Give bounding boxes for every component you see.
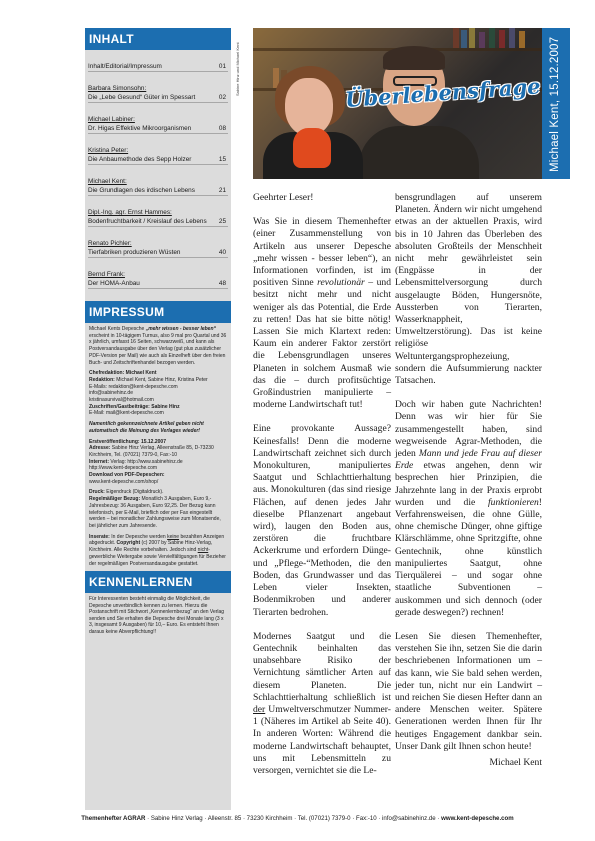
- impressum-print: Druck: Eigendruck (Digitaldruck). Regelmäßiger Bezug: Monatlich 3 Ausgaben, Euro 9,- Jahresbezug: 36 Ausgaben, Euro 92,25. Der Bezug kann telefonisch, per E-Mail, brieflich oder per Fax eingestellt werden – bei monatlicher Zahlungsweise zum Monatsende, bei jährlicher zum Jahresende.: [89, 489, 221, 529]
- toc-title: Dr. Higas Effektive Mikroorganismen: [88, 125, 192, 132]
- man-figure: [359, 126, 479, 179]
- toc-page-number: 21: [218, 187, 226, 194]
- toc-page-number: 40: [218, 249, 226, 256]
- impressum-contact: Erstveröffentlichung: 15.12.2007 Adresse: Sabine Hinz Verlag, Alleenstraße 85, D-73230 Kirchheim, Tel. (07021) 7379-0, Fax:-10 Internet: Verlag: http://www.sabinehinz.de http://www.kent-depesche.com Download von PDF-Depeschen: www.kent-depesche.com/shop/: [89, 438, 214, 485]
- paragraph-5: Doch wir haben gute Nachrichten! Denn was wir hier für Sie zusammengestellt haben, sind wegweisende Agrar-Methoden, die jeden Mann und jede Frau auf dieser Erde etwas angehen, denn wir besprechen hier Prinzipien, die Jahrzehnte lang in der Praxis erprobt wurden und die funktionieren! Verfahrensweisen, die ohne Gülle, ohne chemische Dünger, ohne giftige Klärschlämme, ohne Spritzgifte, ohne Gentechnik, ohne künstlich manipuliertes Saatgut, ohne Tierquälerei – und sogar ohne staatliche Subventionen – auskommen und sich dennoch (oder gerade deswegen?) rechnen!: [395, 399, 542, 618]
- photo-credit: Sabine Hinz und Michael Kent: [235, 42, 240, 96]
- toc-author: Renato Pichler:: [88, 240, 132, 247]
- toc-entry[interactable]: [88, 146, 228, 165]
- paragraph-1: Was Sie in diesem Themenhefter (einer Zusammenstellung von Artikeln aus unserer Depesche „mehr wissen - besser leben“), an Informationen vorfinden, ist im positiven Sinne revolutionär – und besitzt nicht mehr und nicht weniger als das Potential, die Erde zu retten! Das hat sie bitte nötig! Lassen Sie mich Klartext reden: Kaum ein anderer Faktor zerstört die Lebensgrundlagen unseres Planeten in solchem Ausmaß wie das die – durch profitsüchtige Großindustrien manipulierte – moderne Landwirtschaft tut!: [253, 216, 392, 411]
- toc-title: Inhalt/Editorial/Impressum: [88, 63, 162, 70]
- paragraph-4: bensgrundlagen auf unserem Planeten. Ändern wir nicht umgehend etwas an der aktuellen Praxis, wird bis in 10 Jahren das Überleben des absoluten Großteils der Menschheit nicht mehr gewährleistet sein (Engpässe in der Lebensmittelversorgung durch ausgelaugte Böden, Hungersnöte, Aussterben von Tierarten, Wasserknappheit, Umweltzerstörung). Das ist keine religiöse Weltuntergangsprophezeiung, sondern die Aufsummierung nackter Tatsachen.: [395, 192, 542, 387]
- impressum-heading: IMPRESSUM: [85, 301, 231, 323]
- article-column-2: [395, 192, 542, 781]
- page-footer: [0, 815, 595, 822]
- toc-title: Die Grundlagen des irdischen Lebens: [88, 187, 195, 194]
- impressum-body: [85, 323, 231, 567]
- toc-page-number: 02: [218, 94, 226, 101]
- footer-details: · Sabine Hinz Verlag · Alleenstr. 85 · 73230 Kirchheim · Tel. (07021) 7379-0 · Fax:-10 · info@sabinehinz.de ·: [145, 815, 442, 822]
- mail-email[interactable]: E-Mail: mail@kent-depesche.com: [89, 410, 164, 417]
- toc-entry[interactable]: [88, 84, 228, 103]
- toc-entry[interactable]: [88, 208, 228, 227]
- impressum-intro: Michael Kents Depesche „mehr wissen - besser leben“ erscheint in 10-tägigem Turnus, also 9 mal pro Quartal und 36 x jährlich, umfasst 16 Seiten, schwarzweiß, und kann als Postversandausgabe über den Verlag (gut plus zusätzlicher PDF-Version per Mail) wie auch als Einzelheft über den freien Buch- und Zeitschriftenhandel bezogen werden.: [89, 326, 227, 366]
- verlag-link[interactable]: Verlag: http://www.sabinehinz.de: [109, 458, 183, 465]
- toc-page-number: 25: [218, 218, 226, 225]
- toc-author: Dipl.-Ing. agr. Ernst Hammes:: [88, 209, 172, 216]
- toc-author: Bernd Frank:: [88, 271, 125, 278]
- script-title: Überlebensfrage: [344, 73, 542, 112]
- toc-entry[interactable]: [88, 115, 228, 134]
- toc-title: Die Anbaumethode des Sepp Holzer: [88, 156, 192, 163]
- author-date-label: Michael Kent, 15.12.2007: [549, 36, 561, 172]
- editorial-email[interactable]: E-Mails: redaktion@kent-depesche.com: [89, 383, 178, 390]
- footer-website-link[interactable]: www.kent-depesche.com: [441, 815, 514, 822]
- download-link[interactable]: www.kent-depesche.com/shop/: [89, 478, 159, 485]
- depesche-link[interactable]: http://www.kent-depesche.com: [89, 465, 158, 472]
- paragraph-2: Eine provokante Aussage? Keinesfalls! Denn die moderne Landwirtschaft zeichnet sich durch Monokulturen, manipuliertes Saatgut und Schlachttierhaltung aus. Monokulturen (das sind riesige Flächen, auf denen jedes Jahr dieselbe Pflanzenart angebaut wird), laugen den Boden aus, zerstören die fruchtbare Ackerkrume und erfordern Dünge- und „Pflege-“Methoden, die den Boden, das Grundwasser und das Leben vieler Insekten, Bodenmikroben und anderer Tierarten bedrohen.: [253, 423, 391, 618]
- toc-author: Barbara Simonsohn:: [88, 85, 147, 92]
- toc-title: Tierfabriken produzieren Wüsten: [88, 249, 181, 256]
- signature: Michael Kent: [489, 756, 542, 768]
- toc-author: Michael Kent:: [88, 178, 127, 185]
- toc-heading: INHALT: [85, 28, 231, 50]
- toc-page-number: 08: [218, 125, 226, 132]
- footer-publication: Themenhefter AGRAR: [81, 815, 146, 822]
- kennenlernen-heading: KENNENLERNEN: [85, 571, 231, 593]
- toc-entry[interactable]: [88, 270, 228, 289]
- impressum-rights: Inserate: In der Depesche werden keine bezahlten Anzeigen abgedruckt. Copyright (c) 2007 by Sabine Hinz-Verlag, Kirchheim. Alle Rechte vorbehalten. Jedoch sind nicht-gewerbliche Weitergabe sowie Vervielfältigungen für Bezieher der regelmäßigen Postversandausgabe gestattet.: [89, 533, 226, 567]
- paragraph-6: Lesen Sie diesen Themenhefter, verstehen Sie ihn, setzen Sie die darin beschriebenen Informationen um – das kann, wie Sie bald sehen werden, jeder tun, nicht nur ein Landwirt – und reichen Sie diesen Hefter dann an andere Menschen weiter. Spätere Generationen werden Ihnen für Ihr heutiges Engagement dankbar sein. Unser Dank gilt Ihnen schon heute!: [395, 630, 542, 752]
- toc-page-number: 48: [218, 280, 226, 287]
- toc-entry[interactable]: [88, 62, 228, 72]
- kennenlernen-body: Für Interessenten besteht einmalig die Möglichkeit, die Depesche unverbindlich kennen zu lernen. Hierzu die Postanschrift mit Stichwort „Kennenlernbezug“ an den Verlag senden und Sie erhalten die Depesche drei Monate lang (3 x 3, insgesamt 9 Ausgaben) für 10,– Euro. Es entsteht Ihnen daraus keine Abverpflichtung!!: [89, 596, 225, 635]
- kristina-email[interactable]: kristinasurvival@hotmail.com: [89, 397, 154, 404]
- toc-title: Bodenfruchtbarkeit / Kreislauf des Lebens: [88, 218, 207, 225]
- toc-title: Die „Lebe Gesund“ Güter im Spessart: [88, 94, 196, 101]
- toc-page-number: 01: [218, 63, 226, 70]
- toc-author: Kristina Peter:: [88, 147, 129, 154]
- toc-page-number: 15: [218, 156, 226, 163]
- toc-entry[interactable]: [88, 239, 228, 258]
- sidebar: [85, 28, 231, 810]
- toc-entry[interactable]: [88, 177, 228, 196]
- greeting: Geehrter Leser!: [253, 192, 314, 203]
- paragraph-3: Modernes Saatgut und die Gentechnik beinhalten das unabsehbare Risiko der Vernichtung sämtlicher Arten auf diesem Planeten. Die Schlachttierhaltung schließlich ist der Umweltverschmutzer Nummer-1 (Näheres im Artikel ab Seite 40). In anderen Worten: Während die moderne Landwirtschaft behauptet, uns mit Lebensmitteln zu versorgen, vernichtet sie die Le-: [253, 630, 391, 776]
- toc-title: Der HOMA-Anbau: [88, 280, 140, 287]
- table-of-contents: [85, 50, 231, 289]
- scarf-shape: [293, 128, 331, 168]
- article-column-1: [253, 192, 391, 789]
- impressum-disclaimer: Namentlich gekennzeichnete Artikel geben nicht automatisch die Meinung des Verlages wieder!: [89, 421, 204, 434]
- impressum-editorial: Chefredaktion: Michael Kent Redaktion: Michael Kent, Sabine Hinz, Kristina Peter E-Mails: redaktion@kent-depesche.com info@sabinehinz.de kristinasurvival@hotmail.com Zuschriften/Gastbeiträge: Sabine Hinz E-Mail: mail@kent-depesche.com: [89, 370, 208, 417]
- toc-author: Michael Labiner:: [88, 116, 135, 123]
- info-email[interactable]: info@sabinehinz.de: [89, 390, 133, 397]
